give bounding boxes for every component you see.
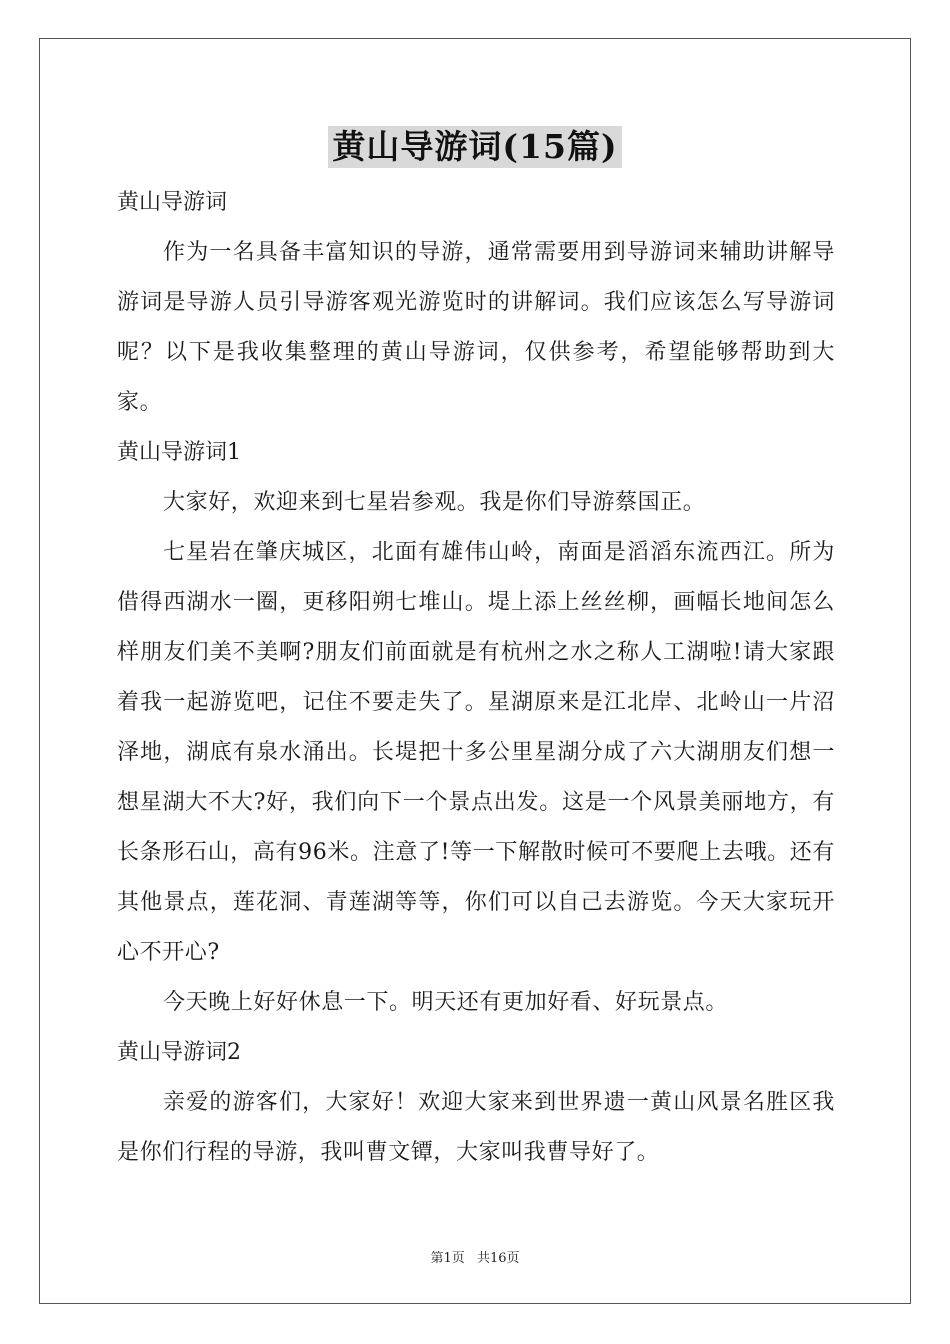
title-container (0, 126, 950, 168)
page-footer (0, 1247, 950, 1266)
page-total: 共16页 (476, 1251, 520, 1266)
paragraph: 今天晚上好好休息一下。明天还有更加好看、好玩景点。 (163, 990, 729, 1015)
section-heading: 黄山导游词1 (117, 440, 241, 465)
paragraph: 七星岩在肇庆城区，北面有雄伟山岭，南面是滔滔东流西江。所为借得西湖水一圈，更移阳朔七堆山。堤上添上丝丝柳，画幅长地间怎么样朋友们美不美啊?朋友们前面就是有杭州之水之称人工湖啦!请大家跟着我一起游览吧，记住不要走失了。星湖原来是江北岸、北岭山一片沼泽地，湖底有泉水涌出。长堤把十多公里星湖分成了六大湖朋友们想一想星湖大不大?好，我们向下一个景点出发。这是一个风景美丽地方，有长条形石山，高有96米。注意了!等一下解散时候可不要爬上去哦。还有其他景点，莲花洞、青莲湖等等，你们可以自己去游览。今天大家玩开心不开心? (117, 540, 835, 965)
paragraph: 大家好，欢迎来到七星岩参观。我是你们导游蔡国正。 (163, 490, 706, 515)
document-title: 黄山导游词(15篇) (328, 126, 621, 168)
section-heading: 黄山导游词2 (117, 1040, 241, 1065)
paragraph: 亲爱的游客们，大家好！欢迎大家来到世界遗一黄山风景名胜区我是你们行程的导游，我叫曹文镡，大家叫我曹导好了。 (117, 1090, 835, 1165)
section-heading: 黄山导游词 (117, 190, 228, 215)
page-number: 第1页 (430, 1251, 465, 1266)
document-body (117, 178, 835, 1178)
paragraph: 作为一名具备丰富知识的导游，通常需要用到导游词来辅助讲解导游词是导游人员引导游客观光游览时的讲解词。我们应该怎么写导游词呢？以下是我收集整理的黄山导游词，仅供参考，希望能够帮助到大家。 (117, 240, 835, 415)
